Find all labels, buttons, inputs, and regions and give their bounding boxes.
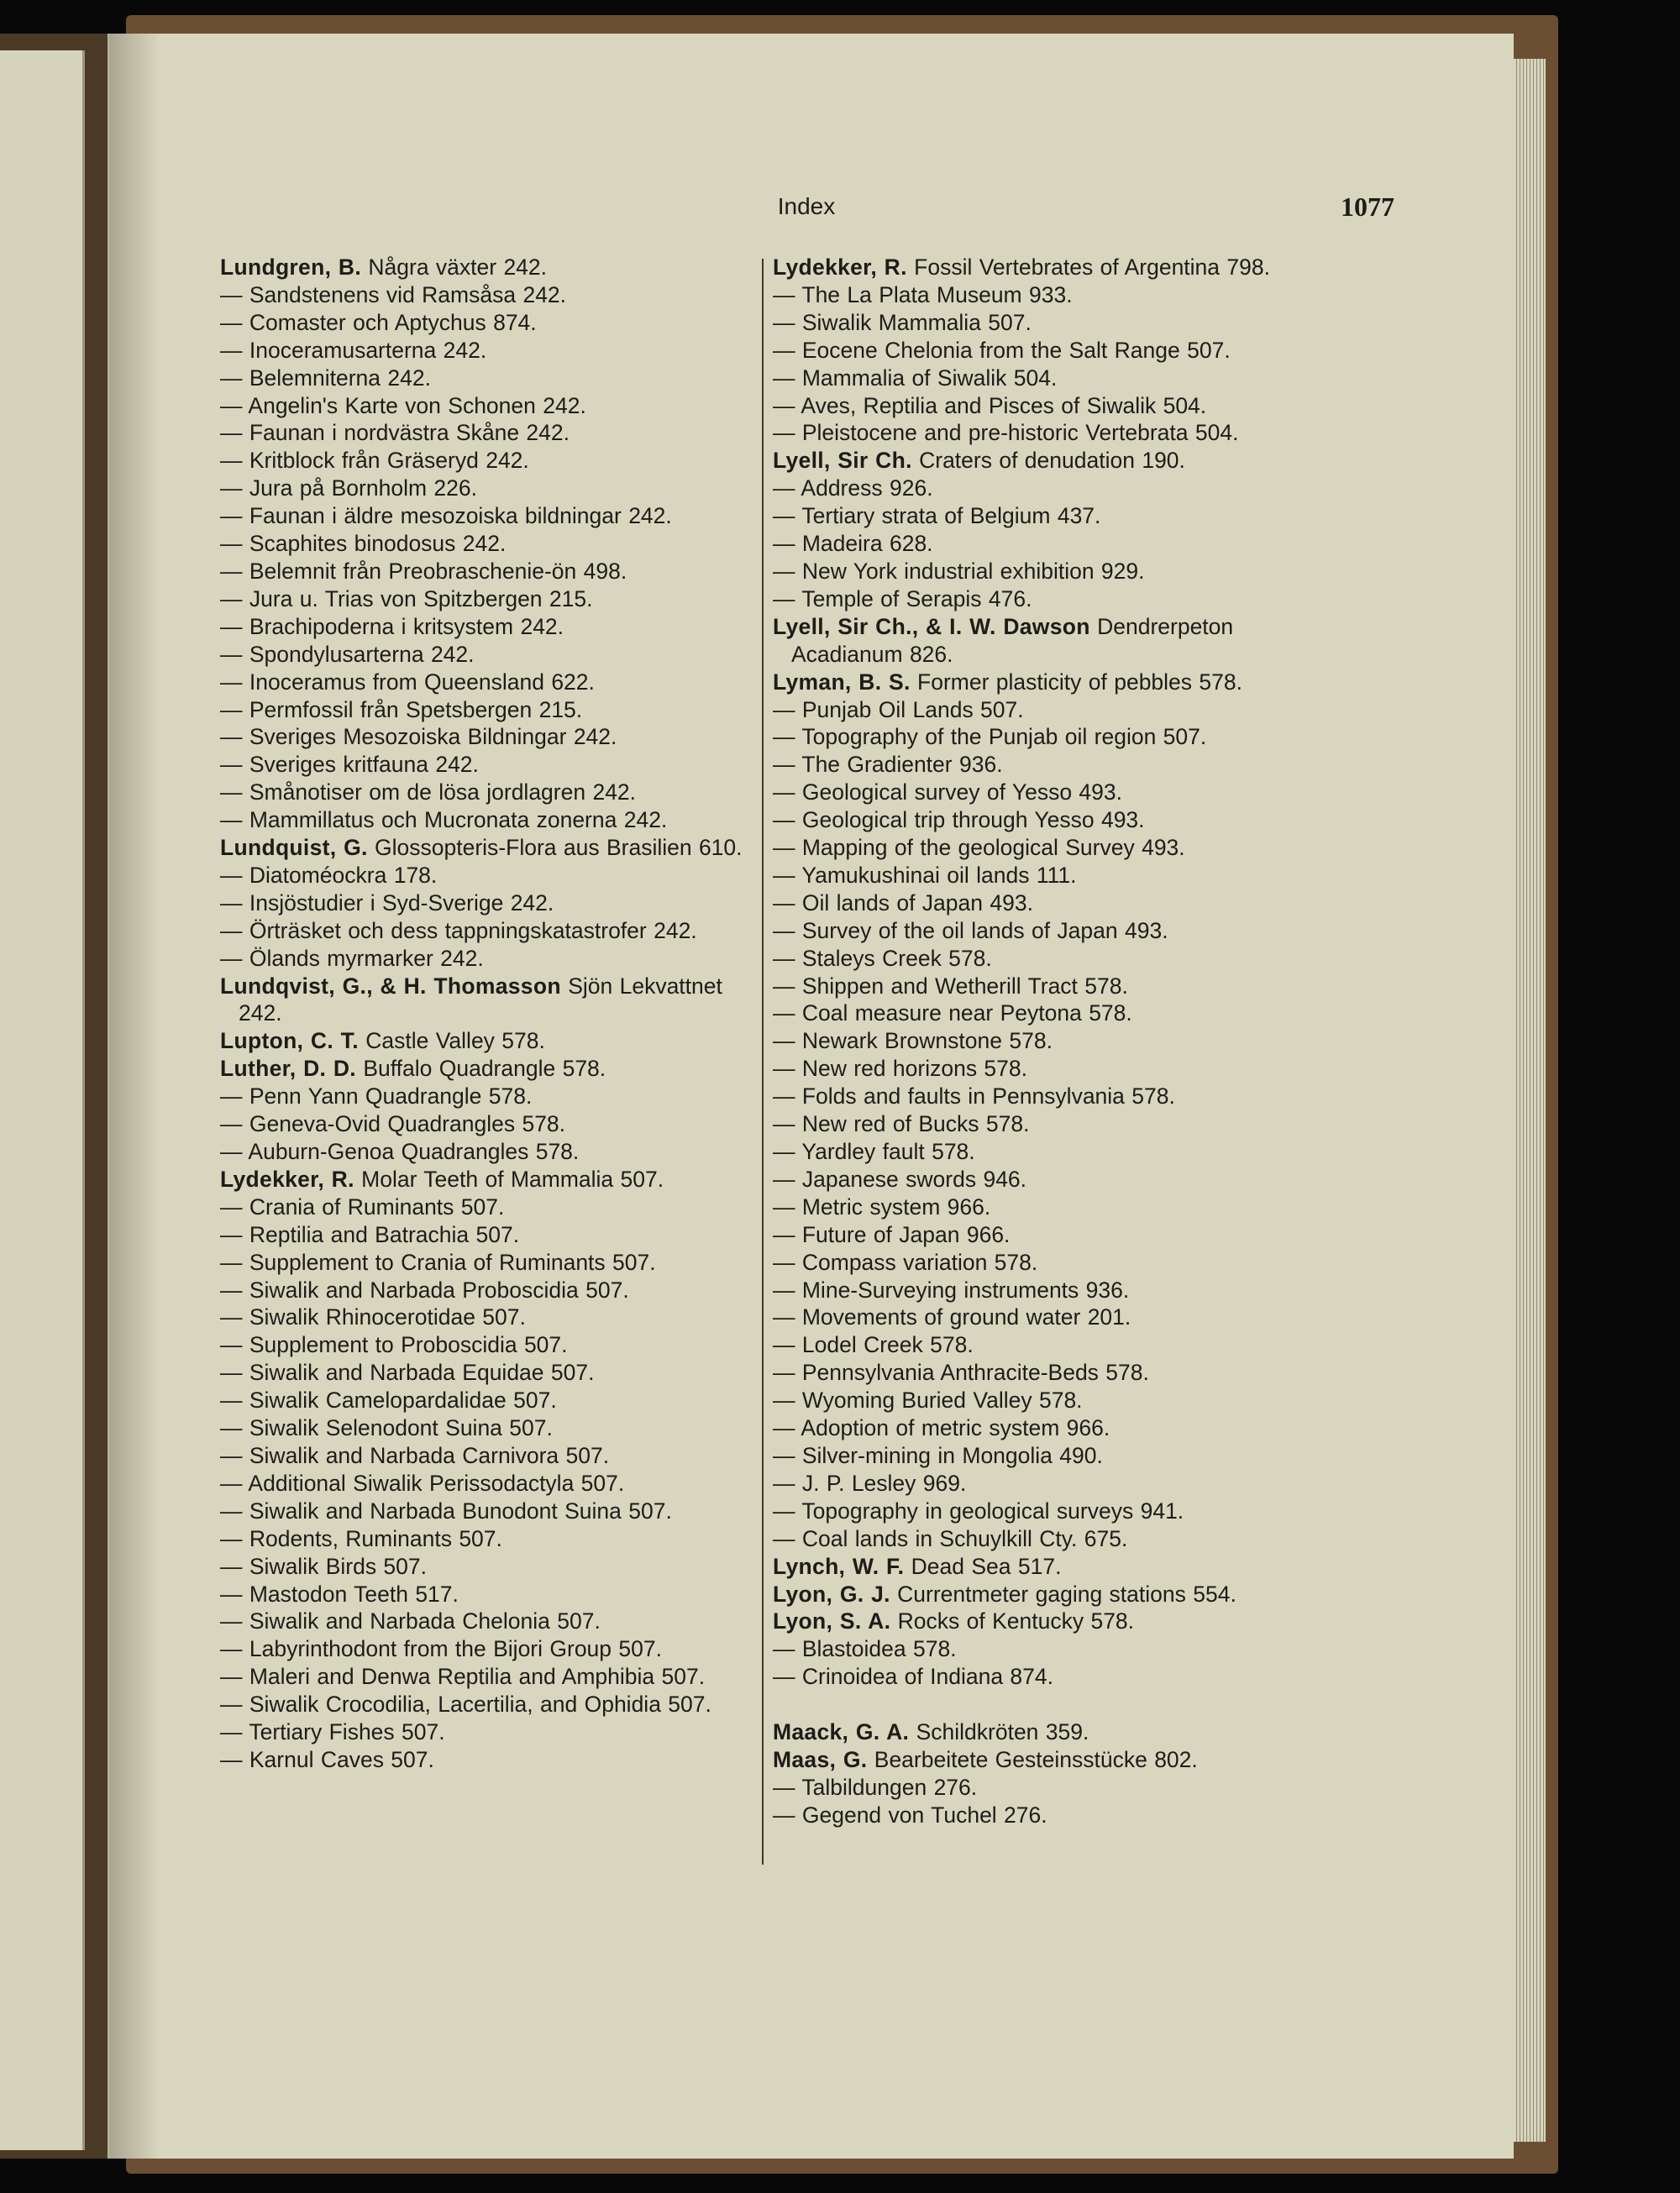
entry-title: — The Gradienter 936.: [773, 752, 1003, 778]
entry-title: — Future of Japan 966.: [773, 1221, 1011, 1247]
facing-page: [0, 50, 85, 2150]
entry-title: Dendrerpeton Acadianum 826.: [791, 613, 1234, 667]
index-entry: [220, 392, 762, 420]
index-entry: [220, 641, 762, 669]
index-entry: [773, 419, 1315, 447]
column-divider: [762, 259, 764, 1865]
index-entry: [773, 751, 1315, 779]
entry-title: — Mammillatus och Mucronata zonerna 242.: [220, 807, 668, 833]
entry-title: — New red horizons 578.: [773, 1056, 1028, 1082]
entry-title: — Permfossil från Spetsbergen 215.: [220, 696, 583, 722]
entry-title: — Japanese swords 946.: [773, 1166, 1027, 1192]
index-entry: [773, 1608, 1315, 1635]
entry-title: — Blastoidea 578.: [773, 1636, 957, 1662]
entry-title: — New red of Bucks 578.: [773, 1111, 1030, 1137]
index-entry: [773, 1138, 1315, 1166]
entry-title: — Talbildungen 276.: [773, 1774, 978, 1800]
entry-title: — Lodel Creek 578.: [773, 1332, 974, 1358]
index-entry: [773, 585, 1315, 613]
index-entry: [773, 696, 1315, 724]
index-entry: [773, 1166, 1315, 1194]
index-entry: [773, 806, 1315, 834]
index-entry: [220, 945, 762, 973]
index-entry: [220, 751, 762, 779]
index-entry: [773, 862, 1315, 889]
entry-title: — Oil lands of Japan 493.: [773, 889, 1033, 915]
entry-author: Lundquist, G.: [220, 835, 368, 861]
entry-title: — Brachipoderna i kritsystem 242.: [220, 613, 564, 639]
entry-title: — Additional Siwalik Perissodactyla 507.: [220, 1470, 625, 1496]
entry-title: — Address 926.: [773, 475, 933, 501]
index-entry: [220, 1442, 762, 1470]
index-entry: [220, 1359, 762, 1387]
entry-title: — Madeira 628.: [773, 531, 933, 557]
index-entry: [220, 337, 762, 365]
entry-title: — Inoceramus from Queensland 622.: [220, 669, 595, 695]
entry-title: — Siwalik Mammalia 507.: [773, 309, 1032, 335]
index-entry: [220, 1138, 762, 1166]
gutter-shadow: [109, 34, 160, 2159]
running-header: Index: [777, 193, 836, 219]
entry-author: Lupton, C. T.: [220, 1028, 359, 1054]
entry-title: — Mastodon Teeth 517.: [220, 1581, 459, 1607]
entry-title: Dead Sea 517.: [911, 1553, 1062, 1579]
index-entry: [773, 834, 1315, 862]
index-entry: [220, 1194, 762, 1221]
entry-title: — New York industrial exhibition 929.: [773, 558, 1145, 584]
index-entry: [773, 1746, 1315, 1774]
entry-title: — Siwalik Rhinocerotidae 507.: [220, 1304, 526, 1330]
entry-title: — Inoceramusarterna 242.: [220, 337, 487, 363]
entry-author: Lyell, Sir Ch., & I. W. Dawson: [773, 613, 1090, 639]
entry-title: — Coal measure near Peytona 578.: [773, 1000, 1132, 1026]
entry-title: — Yardley fault 578.: [773, 1139, 975, 1164]
index-entry: [773, 999, 1315, 1027]
index-entry: [220, 862, 762, 889]
index-entry: [773, 779, 1315, 806]
index-entry: [773, 1442, 1315, 1470]
entry-author: Lynch, W. F.: [773, 1553, 905, 1579]
entry-author: Lydekker, R.: [773, 254, 907, 280]
index-entry: [220, 1498, 762, 1525]
entry-title: — Geological survey of Yesso 493.: [773, 779, 1122, 805]
index-entry: [773, 917, 1315, 945]
index-entry: [220, 1470, 762, 1498]
index-entry: [220, 585, 762, 613]
entry-title: — Staleys Creek 578.: [773, 945, 992, 971]
entry-title: — Ölands myrmarker 242.: [220, 945, 484, 971]
entry-title: Rocks of Kentucky 578.: [897, 1608, 1135, 1634]
index-entry: [773, 1359, 1315, 1387]
index-entry: [773, 1525, 1315, 1553]
entry-title: — Siwalik Crocodilia, Lacertilia, and Ophidia 507.: [220, 1692, 711, 1718]
index-entry: [773, 1774, 1315, 1802]
index-column-right: [773, 254, 1315, 1829]
entry-title: — Sandstenens vid Ramsåsa 242.: [220, 281, 567, 307]
index-entry: [773, 530, 1315, 558]
index-entry: [773, 723, 1315, 751]
entry-title: Bearbeitete Gesteinsstücke 802.: [874, 1747, 1198, 1773]
index-entry: [773, 1277, 1315, 1304]
entry-title: — Jura u. Trias von Spitzbergen 215.: [220, 585, 593, 611]
entry-title: — Scaphites binodosus 242.: [220, 531, 507, 557]
entry-title: — Mammalia of Siwalik 504.: [773, 365, 1058, 391]
entry-title: — Maleri and Denwa Reptilia and Amphibia 507.: [220, 1664, 706, 1690]
index-entry: [220, 1581, 762, 1608]
entry-title: — Belemnit från Preobraschenie-ön 498.: [220, 558, 627, 584]
entry-title: — Adoption of metric system 966.: [773, 1415, 1110, 1441]
entry-title: — Sveriges kritfauna 242.: [220, 752, 479, 778]
index-entry: [773, 1663, 1315, 1691]
entry-author: Lyon, G. J.: [773, 1581, 890, 1607]
entry-title: Molar Teeth of Mammalia 507.: [361, 1166, 664, 1192]
entry-author: Lyman, B. S.: [773, 669, 911, 695]
index-entry: [220, 1083, 762, 1110]
index-entry: [220, 669, 762, 696]
entry-author: Lyell, Sir Ch.: [773, 448, 912, 474]
entry-title: — Tertiary Fishes 507.: [220, 1719, 445, 1745]
index-entry: [220, 1166, 762, 1194]
entry-title: — Siwalik and Narbada Carnivora 507.: [220, 1442, 610, 1468]
index-entry: [220, 1414, 762, 1442]
entry-title: Glossopteris-Flora aus Brasilien 610.: [375, 835, 743, 861]
entry-title: — Siwalik and Narbada Equidae 507.: [220, 1360, 595, 1386]
index-column-left: [220, 254, 762, 1774]
index-entry: [220, 1608, 762, 1635]
index-entry: [220, 309, 762, 337]
entry-title: — Siwalik and Narbada Chelonia 507.: [220, 1608, 601, 1634]
index-entry: [773, 1414, 1315, 1442]
entry-title: — Örträsket och dess tappningskatastrofer 242.: [220, 917, 697, 943]
entry-title: — Jura på Bornholm 226.: [220, 475, 477, 501]
entry-title: Fossil Vertebrates of Argentina 798.: [914, 254, 1270, 280]
entry-title: — Metric system 966.: [773, 1194, 991, 1220]
index-entry: [773, 365, 1315, 392]
index-entry: [773, 1221, 1315, 1249]
index-entry: [220, 1249, 762, 1277]
entry-title: — Karnul Caves 507.: [220, 1746, 434, 1772]
index-entry: [773, 1498, 1315, 1525]
entry-title: — Siwalik Camelopardalidae 507.: [220, 1388, 557, 1414]
entry-title: — Crania of Ruminants 507.: [220, 1194, 505, 1220]
index-entry: [220, 806, 762, 834]
entry-title: — Spondylusarterna 242.: [220, 641, 475, 667]
entry-title: — Diatoméockra 178.: [220, 862, 438, 888]
index-entry: [773, 945, 1315, 973]
entry-title: — Belemniterna 242.: [220, 365, 431, 391]
index-entry: [220, 1277, 762, 1304]
index-entry: [220, 1027, 762, 1055]
index-entry: [773, 558, 1315, 585]
entry-title: — Mapping of the geological Survey 493.: [773, 835, 1185, 861]
entry-title: — Folds and faults in Pennsylvania 578.: [773, 1083, 1175, 1110]
entry-title: Castle Valley 578.: [365, 1028, 545, 1054]
entry-title: — Rodents, Ruminants 507.: [220, 1525, 502, 1551]
index-entry: [220, 447, 762, 475]
index-entry: [220, 558, 762, 585]
entry-title: — Faunan i nordvästra Skåne 242.: [220, 420, 570, 446]
index-entry: [220, 1691, 762, 1718]
entry-title: — Punjab Oil Lands 507.: [773, 696, 1024, 722]
index-entry: [220, 1331, 762, 1359]
index-entry: [220, 1663, 762, 1691]
entry-title: — Geological trip through Yesso 493.: [773, 807, 1145, 833]
entry-title: — Auburn-Genoa Quadrangles 578.: [220, 1139, 580, 1164]
entry-title: — Aves, Reptilia and Pisces of Siwalik 504.: [773, 392, 1207, 418]
entry-title: — Compass variation 578.: [773, 1249, 1038, 1275]
index-entry: [773, 1802, 1315, 1829]
entry-author: Lyon, S. A.: [773, 1608, 891, 1634]
entry-title: — Siwalik Selenodont Suina 507.: [220, 1415, 553, 1441]
entry-author: Lydekker, R.: [220, 1166, 354, 1192]
index-entry: [773, 1470, 1315, 1498]
entry-title: Craters of denudation 190.: [919, 448, 1185, 474]
entry-title: — Kritblock från Gräseryd 242.: [220, 448, 529, 474]
entry-title: — Pennsylvania Anthracite-Beds 578.: [773, 1360, 1149, 1386]
index-entry: [220, 475, 762, 502]
index-entry: [220, 1387, 762, 1414]
index-entry: [220, 779, 762, 806]
entry-title: — Silver-mining in Mongolia 490.: [773, 1442, 1103, 1468]
index-entry: [220, 1221, 762, 1249]
entry-title: — Siwalik and Narbada Bunodont Suina 507.: [220, 1498, 672, 1524]
index-entry: [773, 1553, 1315, 1581]
index-entry: [220, 365, 762, 392]
index-entry: [773, 613, 1315, 669]
entry-title: — Pleistocene and pre-historic Vertebrata 504.: [773, 420, 1239, 446]
index-entry: [220, 1718, 762, 1746]
entry-author: Maas, G.: [773, 1747, 868, 1773]
index-page: [108, 34, 1514, 2159]
index-entry: [773, 1304, 1315, 1331]
index-entry: [220, 530, 762, 558]
entry-title: — Angelin's Karte von Schonen 242.: [220, 392, 586, 418]
entry-title: — Penn Yann Quadrangle 578.: [220, 1083, 533, 1110]
index-entry: [773, 254, 1315, 281]
entry-title: — Coal lands in Schuylkill Cty. 675.: [773, 1525, 1128, 1551]
index-entry: [220, 613, 762, 641]
entry-title: Sjön Lekvattnet 242.: [239, 973, 722, 1026]
index-entry: [220, 917, 762, 945]
index-entry: [220, 419, 762, 447]
index-entry: [773, 1331, 1315, 1359]
entry-title: — Mine-Surveying instruments 936.: [773, 1277, 1130, 1303]
entry-title: — Eocene Chelonia from the Salt Range 507.: [773, 337, 1231, 363]
entry-title: — Smånotiser om de lösa jordlagren 242.: [220, 779, 637, 805]
entry-title: Currentmeter gaging stations 554.: [897, 1581, 1236, 1607]
entry-author: Maack, G. A.: [773, 1719, 910, 1745]
index-entry: [220, 1304, 762, 1331]
entry-title: Schildkröten 359.: [916, 1719, 1089, 1745]
index-entry: [773, 502, 1315, 530]
entry-title: — Shippen and Wetherill Tract 578.: [773, 973, 1128, 999]
index-entry: [773, 973, 1315, 1000]
entry-title: Buffalo Quadrangle 578.: [363, 1056, 606, 1082]
entry-author: Lundqvist, G., & H. Thomasson: [220, 973, 561, 999]
entry-title: — Wyoming Buried Valley 578.: [773, 1388, 1083, 1414]
entry-title: — Temple of Serapis 476.: [773, 585, 1032, 611]
index-entry: [220, 1110, 762, 1138]
index-entry: [220, 1746, 762, 1774]
index-entry: [773, 475, 1315, 502]
entry-title: — Geneva-Ovid Quadrangles 578.: [220, 1111, 566, 1137]
index-entry: [220, 1553, 762, 1581]
entry-title: — Reptilia and Batrachia 507.: [220, 1221, 520, 1247]
index-entry: [220, 696, 762, 724]
index-entry: [773, 1635, 1315, 1663]
entry-title: Former plasticity of pebbles 578.: [917, 669, 1242, 695]
index-entry: [773, 1249, 1315, 1277]
index-entry: [773, 1055, 1315, 1083]
entry-title: — Topography of the Punjab oil region 507.: [773, 724, 1207, 750]
entry-title: — Supplement to Proboscidia 507.: [220, 1332, 568, 1358]
entry-title: — Topography in geological surveys 941.: [773, 1498, 1184, 1524]
entry-title: Några växter 242.: [368, 254, 548, 280]
entry-author: Luther, D. D.: [220, 1056, 356, 1082]
entry-title: — Siwalik and Narbada Proboscidia 507.: [220, 1277, 629, 1303]
entry-author: Lundgren, B.: [220, 254, 361, 280]
index-entry: [220, 834, 762, 862]
index-entry: [773, 1110, 1315, 1138]
index-entry: [773, 281, 1315, 309]
index-entry: [773, 1387, 1315, 1414]
index-entry: [773, 889, 1315, 917]
entry-title: — Supplement to Crania of Ruminants 507.: [220, 1249, 656, 1275]
index-entry: [773, 1718, 1315, 1746]
index-entry: [773, 337, 1315, 365]
index-entry: [773, 669, 1315, 696]
index-entry: [773, 1027, 1315, 1055]
entry-title: — Labyrinthodont from the Bijori Group 507.: [220, 1636, 662, 1662]
entry-title: — Yamukushinai oil lands 111.: [773, 862, 1077, 888]
index-entry: [773, 392, 1315, 420]
entry-title: — Tertiary strata of Belgium 437.: [773, 503, 1101, 529]
page-number: 1077: [1341, 191, 1394, 222]
index-entry: [773, 447, 1315, 475]
index-entry: [773, 309, 1315, 337]
entry-title: — J. P. Lesley 969.: [773, 1470, 967, 1496]
entry-title: — Siwalik Birds 507.: [220, 1553, 428, 1579]
index-entry: [220, 502, 762, 530]
index-entry: [220, 973, 762, 1028]
index-entry: [220, 1055, 762, 1083]
entry-title: — The La Plata Museum 933.: [773, 281, 1073, 307]
entry-title: — Insjöstudier i Syd-Sverige 242.: [220, 889, 554, 915]
index-entry: [220, 1635, 762, 1663]
index-entry: [773, 1194, 1315, 1221]
entry-title: — Movements of ground water 201.: [773, 1304, 1131, 1330]
index-entry: [773, 1581, 1315, 1608]
entry-title: — Crinoidea of Indiana 874.: [773, 1664, 1053, 1690]
index-entry: [220, 281, 762, 309]
entry-title: — Gegend von Tuchel 276.: [773, 1802, 1047, 1828]
index-entry: [220, 254, 762, 281]
entry-title: — Comaster och Aptychus 874.: [220, 309, 537, 335]
entry-title: — Survey of the oil lands of Japan 493.: [773, 917, 1168, 943]
entry-title: — Faunan i äldre mesozoiska bildningar 242.: [220, 503, 672, 529]
index-entry: [220, 889, 762, 917]
entry-title: — Newark Brownstone 578.: [773, 1028, 1053, 1054]
index-entry: [773, 1083, 1315, 1110]
index-entry: [220, 723, 762, 751]
entry-title: — Sveriges Mesozoiska Bildningar 242.: [220, 724, 617, 750]
index-entry: [220, 1525, 762, 1553]
